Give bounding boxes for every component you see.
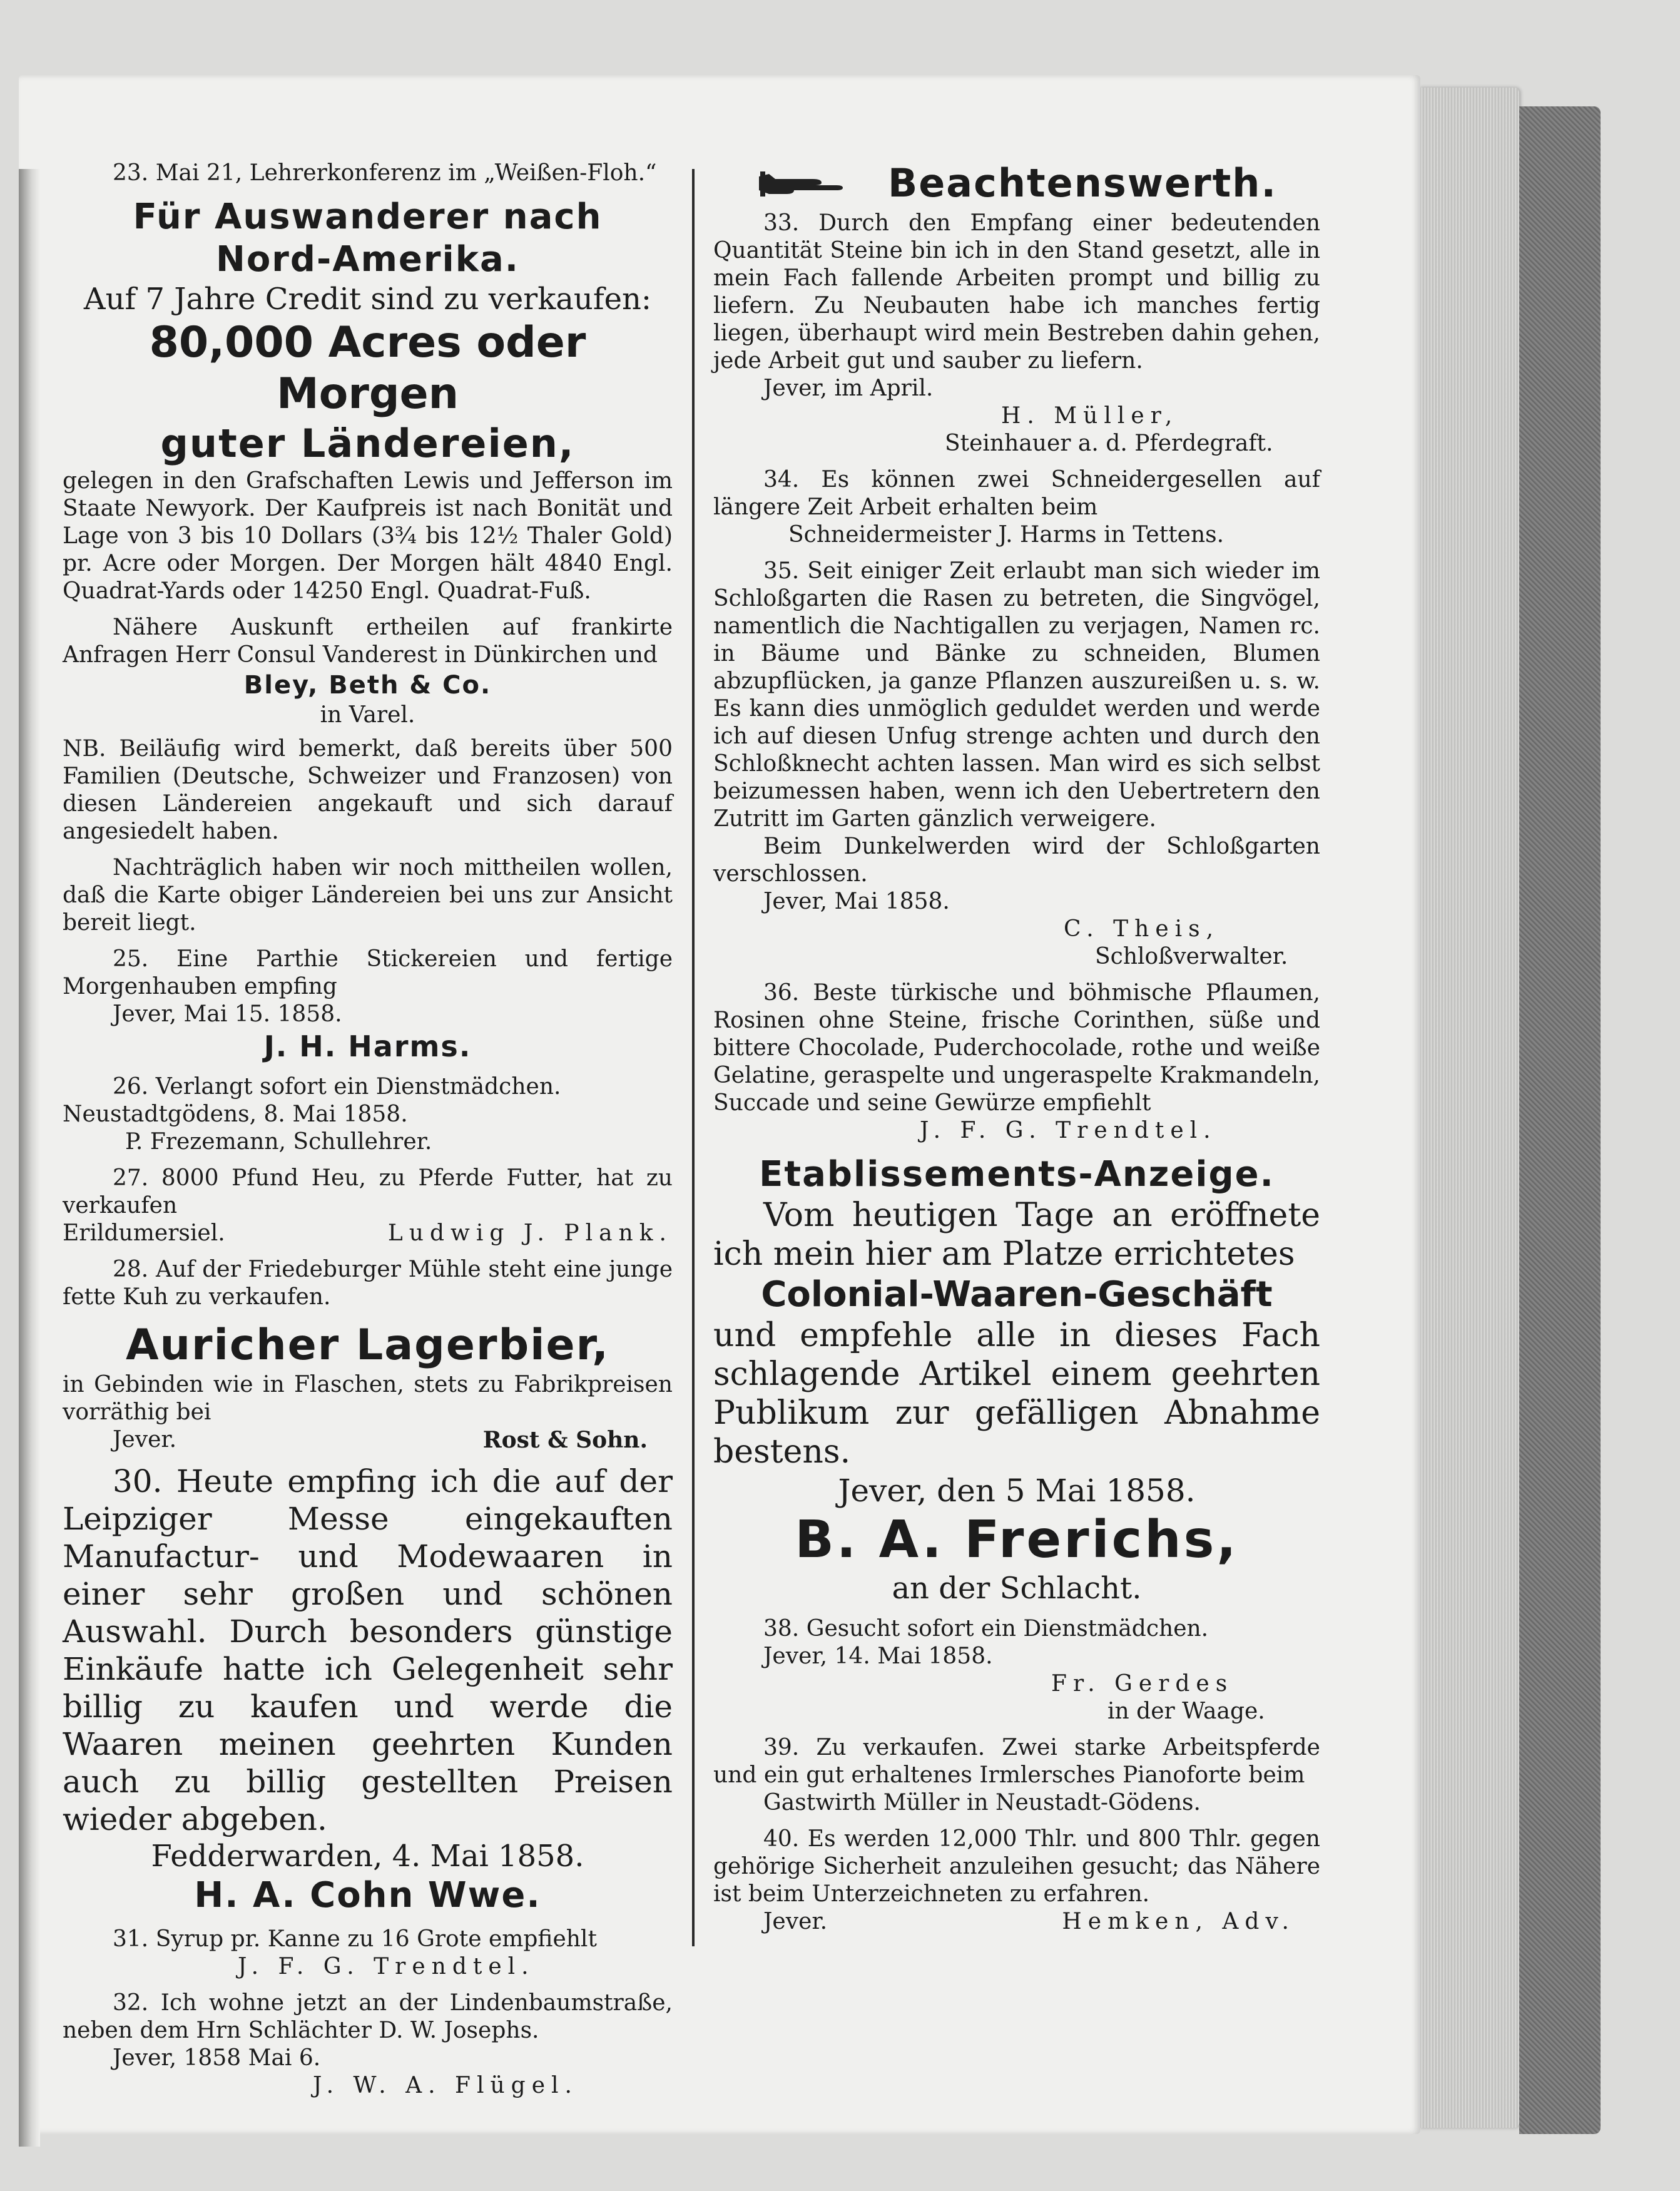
item-25-signature: J. H. Harms. <box>263 1029 472 1063</box>
item-40-signature: Hemken, Adv. <box>1062 1908 1295 1934</box>
item-38-address: in der Waage. <box>1107 1698 1265 1724</box>
etablissement-place-date: Jever, den 5 Mai 1858. <box>838 1472 1196 1509</box>
item-33-place-date: Jever, im April. <box>763 375 934 401</box>
item-34-text: 34. Es können zwei Schneidergesellen auf längere Zeit Arbeit erhalten beim <box>713 466 1320 520</box>
item-30-signature: H. A. Cohn Wwe. <box>194 1875 541 1916</box>
ad-laendereien-headline: guter Ländereien, <box>160 421 575 466</box>
lagerbier-footer <box>63 1426 673 1454</box>
item-38 <box>713 1615 1320 1725</box>
item-32-place-date: Jever, 1858 Mai 6. <box>113 2045 321 2071</box>
item-32 <box>63 1989 673 2100</box>
item-34-signature: Schneidermeister J. Harms in Tettens. <box>788 521 1224 548</box>
item-40-place: Jever. <box>763 1908 828 1934</box>
item-30-place-date: Fedderwarden, 4. Mai 1858. <box>151 1839 584 1874</box>
ad-auswanderer <box>63 196 673 937</box>
item-35-text: 35. Seit einiger Zeit erlaubt man sich wieder im Schloßgarten die Rasen zu betreten, die Singvögel, namentlich die Nachtigallen zu verjagen, Namen rc. in Bäume und Bänke zu schneiden, Blumen abzupflücken, ja ganze Pflanzen auszureißen u. s. w. Es kann dies unmöglich geduldet werden und werde ich auf diesen Unfug strenge achten und durch den Schloßknecht achten lassen. Man wird es sich selbst beizumessen haben, wenn ich den Uebertretern den Zutritt im Garten gänzlich verweigere. <box>713 558 1320 832</box>
item-26 <box>63 1073 673 1156</box>
item-33-text: 33. Durch den Empfang einer bedeutenden Quantität Steine bin ich in den Stand gesetzt, alle in mein Fach fallende Arbeiten prompt und billig zu liefern. Zu Neubauten habe ich manches fertig liegen, überhaupt wird mein Bestreben dahin gehen, jede Arbeit gut und sauber zu liefern. <box>713 210 1320 374</box>
beachtenswerth-title: Beachtenswerth. <box>888 160 1277 206</box>
pointing-hand-icon <box>756 162 850 210</box>
item-27-signature: Ludwig J. Plank. <box>387 1220 673 1246</box>
ad-firm-place: in Varel. <box>320 702 415 728</box>
column-divider <box>692 169 695 1946</box>
item-23: 23. Mai 21, Lehrerkonferenz im „Weißen-Floh.“ <box>113 160 657 186</box>
item-38-place-date: Jever, 14. Mai 1858. <box>763 1643 993 1669</box>
etablissement-signature: B. A. Frerichs, <box>795 1509 1239 1570</box>
ad-acres-headline: 80,000 Acres oder Morgen <box>149 318 586 419</box>
item-33 <box>713 210 1320 457</box>
item-25-place-date: Jever, Mai 15. 1858. <box>113 1001 342 1027</box>
ad-title-auswanderer: Für Auswanderer nach <box>133 197 603 237</box>
item-31 <box>63 1926 673 1981</box>
ad-lagerbier <box>63 1320 673 1454</box>
item-39-text: 39. Zu verkaufen. Zwei starke Arbeitspferde und ein gut erhaltenes Irmlersches Pianoforte beim <box>713 1734 1320 1788</box>
item-34 <box>713 466 1320 549</box>
right-column <box>713 160 1320 1944</box>
item-38-text: 38. Gesucht sofort ein Dienstmädchen. <box>763 1615 1209 1642</box>
item-35-text2: Beim Dunkelwerden wird der Schloßgarten verschlossen. <box>713 833 1320 887</box>
item-26-text: 26. Verlangt sofort ein Dienstmädchen. <box>113 1074 561 1100</box>
item-33-signature: H. Müller, <box>1001 402 1179 429</box>
ad-etablissement <box>713 1153 1320 1606</box>
item-31-text: 31. Syrup pr. Kanne zu 16 Grote empfiehlt <box>113 1926 597 1952</box>
left-column <box>63 160 673 2108</box>
item-39-signature: Gastwirth Müller in Neustadt-Gödens. <box>763 1789 1201 1816</box>
lagerbier-place: Jever. <box>113 1427 177 1453</box>
item-27-text: 27. 8000 Pfund Heu, zu Pferde Futter, hat zu verkaufen <box>63 1165 673 1218</box>
item-27 <box>63 1165 673 1247</box>
ad-title-nordamerika: Nord-Amerika. <box>215 239 520 280</box>
item-27-footer <box>63 1220 673 1247</box>
item-40-text: 40. Es werden 12,000 Thlr. und 800 Thlr. gegen gehörige Sicherheit anzuleihen gesucht; das Nähere ist beim Unterzeichneten zu erfahren. <box>713 1826 1320 1907</box>
item-35-role: Schloßverwalter. <box>1095 943 1288 969</box>
ad-body: gelegen in den Grafschaften Lewis und Jefferson im Staate Newyork. Der Kaufpreis ist nach Bonität und Lage von 3 bis 10 Dollars (3¾ bis 12½ Thaler Gold) pr. Acre oder Morgen. Der Morgen hält 4840 Engl. Quadrat-Yards oder 14250 Engl. Quadrat-Fuß. <box>63 468 673 604</box>
item-25-text: 25. Eine Parthie Stickereien und fertige Morgenhauben empfing <box>63 946 673 999</box>
book-cover-edge <box>1519 106 1601 2134</box>
item-30-text: 30. Heute empfing ich die auf der Leipziger Messe eingekauften Manufactur- und Modewaaren in einer sehr großen und schönen Auswahl. Durch besonders günstige Einkäufe hatte ich Gelegenheit sehr billig zu kaufen und werde die Waaren meinen geehrten Kunden auch zu billig gestellten Preisen wieder abgeben. <box>63 1463 673 1837</box>
book-page-edges <box>1419 88 1519 2128</box>
ad-credit-line: Auf 7 Jahre Credit sind zu verkaufen: <box>83 282 652 317</box>
beachtenswerth-heading <box>713 160 1320 210</box>
etablissement-line1: Vom heutigen Tage an eröffnete ich mein hier am Platze errichtetes <box>713 1196 1320 1273</box>
item-40 <box>713 1826 1320 1936</box>
item-28: 28. Auf der Friedeburger Mühle steht eine junge fette Kuh zu verkaufen. <box>63 1257 673 1310</box>
item-25 <box>63 946 673 1065</box>
item-27-place: Erildumersiel. <box>63 1220 225 1246</box>
ad-auskunft: Nähere Auskunft ertheilen auf frankirte Anfragen Herr Consul Vanderest in Dünkirchen und <box>63 615 673 668</box>
item-40-footer <box>713 1908 1320 1936</box>
page-gutter-shadow <box>19 169 40 2147</box>
item-39 <box>713 1734 1320 1817</box>
item-30 <box>63 1463 673 1917</box>
item-35-signature: C. Theis, <box>1064 916 1220 942</box>
item-33-role: Steinhauer a. d. Pferdegraft. <box>945 430 1273 456</box>
etablissement-colonial: Colonial-Waaren-Geschäft <box>761 1274 1273 1315</box>
ad-firm-name: Bley, Beth & Co. <box>243 671 492 700</box>
item-36-signature: J. F. G. Trendtel. <box>920 1117 1217 1143</box>
item-35-place-date: Jever, Mai 1858. <box>763 888 950 914</box>
etablissement-address: an der Schlacht. <box>892 1570 1142 1606</box>
item-32-text: 32. Ich wohne jetzt an der Lindenbaumstraße, neben dem Hrn Schlächter D. W. Josephs. <box>63 1990 673 2043</box>
item-32-signature: J. W. A. Flügel. <box>313 2073 578 2098</box>
etablissement-line2: und empfehle alle in dieses Fach schlagende Artikel einem geehrten Publikum zur gefälligen Abnahme bestens. <box>713 1316 1320 1471</box>
etablissement-title: Etablissements-Anzeige. <box>759 1153 1275 1195</box>
item-38-signature: Fr. Gerdes <box>1051 1670 1234 1697</box>
lagerbier-signature: Rost & Sohn. <box>482 1427 648 1453</box>
item-36 <box>713 979 1320 1145</box>
lagerbier-title: Auricher Lagerbier, <box>126 1320 609 1370</box>
item-26-place-date: Neustadtgödens, 8. Mai 1858. <box>63 1101 408 1127</box>
item-36-text: 36. Beste türkische und böhmische Pflaumen, Rosinen ohne Steine, frische Corinthen, süße und bittere Chocolade, Puderchocolade, rothe und weiße Gelatine, geraspelte und ungeraspelte Krakmandeln, Succade und seine Gewürze empfiehlt <box>713 979 1320 1116</box>
item-26-signature: P. Frezemann, Schullehrer. <box>125 1129 432 1155</box>
lagerbier-text: in Gebinden wie in Flaschen, stets zu Fabrikpreisen vorräthig bei <box>63 1372 673 1425</box>
ad-nachtrag: Nachträglich haben wir noch mittheilen wollen, daß die Karte obiger Ländereien bei uns zur Ansicht bereit liegt. <box>63 855 673 936</box>
ad-nb: NB. Beiläufig wird bemerkt, daß bereits über 500 Familien (Deutsche, Schweizer und Franzosen) von diesen Ländereien angekauft und sich darauf angesiedelt haben. <box>63 736 673 844</box>
item-35 <box>713 558 1320 971</box>
item-31-signature: J. F. G. Trendtel. <box>238 1954 535 1979</box>
